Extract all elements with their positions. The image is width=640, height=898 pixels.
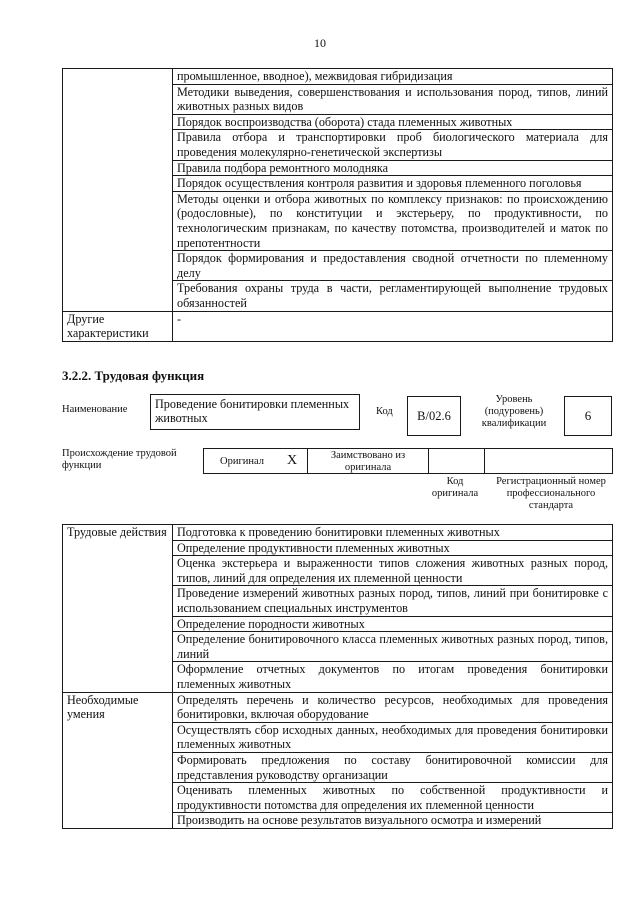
table-cell: Требования охраны труда в части, регламентирующей выполнение трудовых обязанностей bbox=[173, 281, 613, 311]
table-cell: Порядок формирования и предоставления сводной отчетности по племенному делу bbox=[173, 251, 613, 281]
original-mark: X bbox=[287, 453, 298, 468]
table-cell: Производить на основе результатов визуального осмотра и измерений bbox=[173, 813, 613, 829]
table-cell: Определение породности животных bbox=[173, 616, 613, 632]
table-cell: Определение бонитировочного класса племенных животных разных пород, типов, линий bbox=[173, 632, 613, 662]
table-row bbox=[63, 69, 613, 85]
table-label-cell bbox=[63, 69, 173, 312]
table-cell: Проведение измерений животных разных пород, типов, линий при бонитировке с использованием специальных инструментов bbox=[173, 586, 613, 616]
origin-divider bbox=[428, 449, 429, 473]
table-cell: промышленное, вводное), межвидовая гибридизация bbox=[173, 69, 613, 85]
qualification-level-label: Уровень (подуровень) квалификации bbox=[481, 394, 547, 429]
section-title: 3.2.2. Трудовая функция bbox=[62, 368, 205, 383]
function-code-box: B/02.6 bbox=[407, 396, 461, 436]
table-cell: Методы оценки и отбора животных по комплексу признаков: по происхождению (родословные), по конституции и экстерьеру, по продуктивности, по технологическим признакам, по качеству потомства, производителей и маток по препотентности bbox=[173, 191, 613, 250]
original-label: Оригинал bbox=[220, 456, 264, 467]
registration-number-caption: Регистрационный номер профессионального стандарта bbox=[496, 476, 606, 511]
original-code-caption: Код оригинала bbox=[431, 476, 479, 499]
origin-box bbox=[203, 448, 613, 474]
knowledge-table bbox=[62, 68, 613, 342]
table-cell: Порядок осуществления контроля развития и здоровья племенного поголовья bbox=[173, 176, 613, 192]
table-cell: Определять перечень и количество ресурсов, необходимых для проведения бонитировки, включая оборудование bbox=[173, 692, 613, 722]
table-cell: Подготовка к проведению бонитировки племенных животных bbox=[173, 525, 613, 541]
name-label: Наименование bbox=[62, 404, 128, 415]
table-cell: Оценивать племенных животных по собственной продуктивности и продуктивности потомства для определения их племенной ценности bbox=[173, 783, 613, 813]
table-cell: Порядок воспроизводства (оборота) стада племенных животных bbox=[173, 114, 613, 130]
table-cell: Оформление отчетных документов по итогам проведения бонитировки племенных животных bbox=[173, 662, 613, 692]
qualification-level-box: 6 bbox=[564, 396, 612, 436]
function-name-box: Проведение бонитировки племенных животных bbox=[150, 394, 360, 430]
table-cell: Оценка экстерьера и выраженности типов сложения животных разных пород, типов, линий для определения их племенной ценности bbox=[173, 556, 613, 586]
table-cell: Правила подбора ремонтного молодняка bbox=[173, 160, 613, 176]
labor-actions-label: Трудовые действия bbox=[63, 525, 173, 693]
table-cell: Правила отбора и транспортировки проб биологического материала для проведения молекулярно-генетической экспертизы bbox=[173, 130, 613, 160]
other-characteristics-label: Другие характеристики bbox=[63, 311, 173, 341]
origin-divider bbox=[307, 449, 308, 473]
table-row bbox=[63, 525, 613, 541]
table-cell: Осуществлять сбор исходных данных, необходимых для проведения бонитировки племенных животных bbox=[173, 722, 613, 752]
code-label: Код bbox=[376, 406, 393, 417]
borrowed-label: Заимствовано из оригинала bbox=[330, 450, 406, 473]
page-number: 10 bbox=[314, 36, 326, 50]
table-cell: Методики выведения, совершенствования и использования пород, типов, линий животных разных видов bbox=[173, 84, 613, 114]
table-row bbox=[63, 692, 613, 722]
other-characteristics-value: - bbox=[173, 311, 613, 341]
labor-actions-table bbox=[62, 524, 613, 829]
required-skills-label: Необходимые умения bbox=[63, 692, 173, 828]
origin-label: Происхождение трудовой функции bbox=[62, 448, 177, 471]
table-cell: Формировать предложения по составу бонитировочной комиссии для представления руководству организации bbox=[173, 752, 613, 782]
table-row bbox=[63, 311, 613, 341]
table-cell: Определение продуктивности племенных животных bbox=[173, 540, 613, 556]
origin-divider bbox=[484, 449, 485, 473]
